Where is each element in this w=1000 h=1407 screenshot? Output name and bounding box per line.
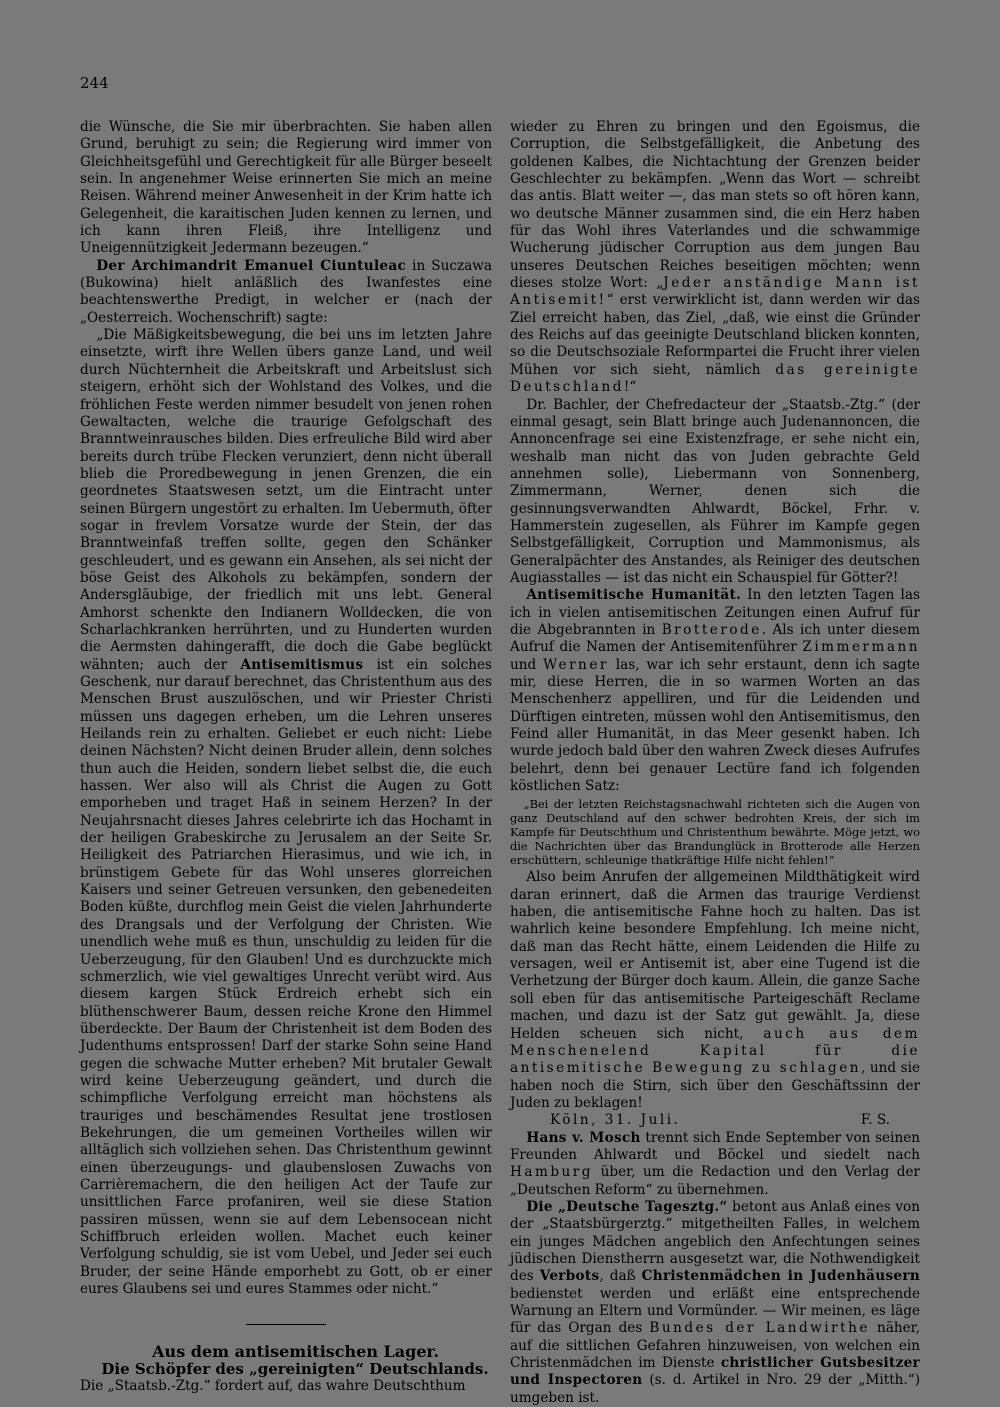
rp6-e: (s. d. Artikel in Nro. 29 der „Mitth.“) umgeben ist. xyxy=(510,1372,920,1406)
left-paragraph-1: die Wünsche, die Sie mir überbrachten. Sie haben allen Grund, beruhigt zu sein; die Regierung wird immer von Gleichheitsgefühl und Gerechtigkeit für alle Bürger beseelt sein. In angenehmer Weise erinnerten Sie mich an meine Reisen. Während meiner Anwesenheit in der Krim hatte ich Gelegenheit, die karaitischen Juden kennen zu lernen, und ich kann ihren Fleiß, ihre Intelligenz und Uneigennützigkeit Jedermann bezeugen.“ xyxy=(80,119,492,257)
mosch-heading: Hans v. Mosch xyxy=(526,1129,641,1146)
humanity-heading: Antisemitische Humanität. xyxy=(526,587,742,604)
right-paragraph-2: Dr. Bachler, der Chefredacteur der „Staatsb.-Ztg.“ (der einmal gesagt, sein Blatt bringe auch Judenannoncen, die Annoncenfrage sei eine Existenzfrage, er sehe nicht ein, weshalb man nicht das von Juden gebrachte Geld annehmen solle), Liebermann von Sonnenberg, Zimmermann, Werner, denen sich die gesinnungsverwandten Ahlwardt, Böckel, Frhr. v. Hammerstein zugesellen, als Führer im Kampfe gegen Selbstgefälligkeit, Corruption und Mammonismus, als Generalpächter des Anstandes, als Reiniger des deutschen Augiasstalles — ist das nicht ein Schauspiel für Götter?! xyxy=(510,396,920,586)
rp3-spaced-1: Brotterode xyxy=(661,621,762,638)
sermon-quote xyxy=(80,327,492,1298)
rp4-spaced: auch aus dem Menschenelend Kapital für die antisemitische Bewegung zu schlagen xyxy=(510,1025,920,1077)
page-number: 244 xyxy=(80,74,109,92)
rp3-d: las, war ich sehr erstaunt, denn ich sagte mir, diese Herren, die in so warmen Worten an das Menschenherz appelliren, und für die Leidenden und Dürftigen eintreten, müssen wohl den Antisemitismus, den Feind aller Humanität, in das Meer gesenkt haben. Ich wurde jedoch bald über den wahren Zweck dieses Aufrufes belehrt, denn bei genauer Lectüre fand ich folgenden köstlichen Satz: xyxy=(510,656,920,795)
right-column xyxy=(510,119,920,1407)
sermon-text-b: ist ein solches Geschenk, nur darauf berechnet, das Christenthum aus des Menschen Brust auszulöschen, und wir Priester Christi müssen uns dagegen erheben, um die Lehren unseres Heilands rein zu erhalten. Geliebet er euch nicht: Liebe deinen Nächsten? Nicht deinen Bruder allein, denn solches thun auch die Heiden, sondern liebet selbst die, die euch hassen. Wer also will als Christ die Augen zu Gott emporheben und traget Haß in seinem Herzen? In der Neujahrsnacht dieses Jahres celebrirte ich das Hochamt in der heiligen Grabeskirche zu Jerusalem an der Seite Sr. Heiligkeit des Patriarchen Hierasimus, und wie ich, in brünstigem Gebete für das Wohl unseres glorreichen Kaisers und seiner Getreuen versunken, den gebenedeiten Boden küßte, durchflog mein Geist die vielen Jahrhunderte des Drangsals und der Verfolgung der Christen. Wie unendlich wehe muß es thun, unschuldig zu leiden für die Ueberzeugung, für den Glauben! Und es durchzuckte mich schmerzlich, wie viel gewaltiges Unrecht verübt wird. Aus diesem kargen Stück Erdreich erhebt sich ein blüthenschwerer Baum, dessen reiche Krone den Himmel überdeckte. Der Baum der Christenheit ist dem Boden des Judenthums entsprossen! Darf der starke Sohn seine Hand gegen die schwache Mutter erheben? Mit brutaler Gewalt wird keine Ueberzeugung geändert, und durch die schimpfliche Verfolgung erreicht man höchstens als trauriges und beschämendes Resultat jene trostlosen Bekehrungen, die um gemeinen Vortheiles willen wir alltäglich sich vollziehen sehen. Das Christenthum gewinnt einen überzeugungs- und glaubenslosen Zuwachs von Carrièremachern, die den heiligen Act der Taufe zur unsittlichen Farce profaniren, weil sie diese Station passiren müssen, wenn sie auf dem Lebensocean nicht Schiffbruch erleiden wollen. Machet euch keiner Verfolgung schuldig, sie ist vom Uebel, und Jeder sei euch Bruder, der seine Hände emporhebt zu Gott, ob er einer eures Glaubens sei und eures Stammes oder nicht.“ xyxy=(80,656,492,1298)
signature-place: Köln, 31. Juli. xyxy=(550,1112,681,1129)
right-paragraph-4 xyxy=(510,869,920,1112)
section-title: Aus dem antisemitischen Lager. xyxy=(152,1342,440,1362)
signature-line xyxy=(510,1112,920,1129)
rp6-a: betont aus Anlaß eines von der „Staatsbürgerztg.“ mitgetheilten Falles, in welchem ein junges Mädchen angeblich den Anfechtungen seines jüdischen Dienstherrn ausgesetzt war, die Nothwendigkeit des xyxy=(510,1198,920,1285)
left-column xyxy=(80,119,492,1395)
left-paragraph-2-text: in Suczawa (Bukowina) hielt anläßlich des Iwanfestes eine beachtenswerthe Predigt, in welcher er (nach der „Oesterreich. Wochenschrift) sagte: xyxy=(80,257,492,326)
appeal-quote: „Bei der letzten Reichstagsnachwahl richteten sich die Augen von ganz Deutschland auf den schwer bedrohten Kreis, der sich im Kampfe für Deutschthum und Christenthum bewährte. Möge jetzt, wo die Nachrichten über das Brandunglück in Brotterode alle Herzen erschüttern, schleunige thatkräftige Hilfe nicht fehlen!“ xyxy=(510,797,920,868)
subsection-title: Die Schöpfer des „gereinigten“ Deutschlands. xyxy=(101,1359,489,1378)
rp1-spaced-2: das gereinigte Deutschland xyxy=(510,361,920,396)
tagesztg-heading: Die „Deutsche Tagesztg.“ xyxy=(526,1198,728,1215)
rp6-bold-christenmaedchen: Christenmädchen in Judenhäusern xyxy=(641,1268,921,1285)
rp5-b: über, um die Redaction und den Verlag der „Deutschen Reform“ zu übernehmen. xyxy=(510,1164,920,1198)
rp6-b: , daß xyxy=(599,1268,642,1285)
rp3-spaced-2: Zimmermann xyxy=(802,639,920,656)
rp6-c: bedienstet werden und erläßt eine entsprechende Warnung an Eltern und Vormünder. — Wir meinen, es läge für das Organ des xyxy=(510,1285,920,1337)
rp3-c: und xyxy=(510,656,544,673)
signature-initials: F. S. xyxy=(860,1112,890,1129)
section-divider xyxy=(246,1324,326,1325)
right-paragraph-6 xyxy=(510,1199,920,1407)
rp5-a: trennt sich Ende September von seinen Freunden Ahlwardt und Böckel und siedelt nach xyxy=(510,1129,921,1163)
rp1-b: “ erst verwirklicht ist, dann werden wir das Ziel erreicht haben, das Ziel, „daß, wie einst die Gründer des Reichs auf das geeinigte Deutschland blicken konnten, so die Deutschsoziale Reformpartei die Frucht ihrer vielen Mühen vor sich sieht, nämlich xyxy=(510,292,920,378)
rp4-a: Also beim Anrufen der allgemeinen Mildthätigkeit wird daran erinnert, daß die Armen das traurige Verdienst haben, die antisemitische Fahne hoch zu halten. Das ist wahrlich keine besondere Empfehlung. Ich meine nicht, daß man das Recht hätte, einem Leidenden die Hilfe zu versagen, weil er Antisemit ist, aber eine Tugend ist die Verhetzung der Bürger doch kaum. Allein, die ganze Sache soll eben für das antisemitische Parteigeschäft Reclame machen, und dazu ist der Satz gut gewählt. Ja, diese Helden scheuen sich nicht, xyxy=(510,869,920,1042)
rp1-spaced-1: Jeder anständige Mann ist Antisemit! xyxy=(510,275,920,309)
rp3-b: . Als ich unter diesem Aufruf die Namen der Antisemitenführer xyxy=(510,621,920,656)
rp1-a: wieder zu Ehren zu bringen und den Egoismus, die Corruption, die Selbstgefälligkeit, die Anbetung des goldenen Kalbes, die Nichtachtung der Grenzen beider Geschlechter zu bekämpfen. „Wenn das Wort — schreibt das antis. Blatt weiter —, das man stets so oft hören kann, wo deutsche Männer zusammen sind, die ein Herz haben für das Wohl ihres Vaterlandes und die schwammige Wucherung jüdischer Corruption aus dem jungen Bau unseres Deutschen Reiches beseitigen möchten; wenn dieses stolze Wort: „ xyxy=(510,119,920,292)
rp3-spaced-3: Werner xyxy=(543,656,609,673)
right-paragraph-3 xyxy=(510,587,920,795)
archimandrite-heading: Der Archimandrit Emanuel Ciuntuleac xyxy=(96,257,407,274)
rp1-c: !“ xyxy=(623,379,637,396)
rp5-spaced: Hamburg xyxy=(510,1164,594,1181)
right-paragraph-1 xyxy=(510,119,920,397)
rp6-d: näher, auf die sittlichen Gefahren hinzuweisen, von welchen ein Christenmädchen im Dienste xyxy=(510,1320,920,1372)
rp6-bold-verbots: Verbots xyxy=(539,1268,600,1285)
antisemitism-emphasis: Antisemitismus xyxy=(240,656,364,673)
left-paragraph-4: Die „Staatsb.-Ztg.“ fordert auf, das wahre Deutschthum xyxy=(80,1378,466,1395)
rp3-a: In den letzten Tagen las ich in vielen antisemitischen Zeitungen einen Aufruf für die Abgebrannten in xyxy=(510,587,920,638)
rp4-b: , und sie haben noch die Stirn, sich über den Geschäftssinn der Juden zu beklagen! xyxy=(510,1060,920,1111)
left-paragraph-2 xyxy=(80,258,492,327)
right-paragraph-5 xyxy=(510,1130,920,1199)
rp6-spaced: Bundes der Landwirthe xyxy=(649,1320,870,1337)
rp6-bold-gutsbesitzer: christlicher Gutsbesitzer und Inspectoren xyxy=(510,1355,920,1389)
sermon-text-a: „Die Mäßigkeitsbewegung, die bei uns im letzten Jahre einsetzte, wirft ihre Wellen übers ganze Land, und weil durch Nüchternheit die Arbeitskraft und Arbeitslust sich steigern, erhöht sich der Wohlstand des Volkes, und die fröhlichen Feste werden nimmer besudelt von jenen rohen Gewaltacten, welche die traurige Gefolgschaft des Branntweinrausches bilden. Dies erfreuliche Bild wird aber bereits durch trübe Flecken verunziert, denn nicht überall blieb die Proredbewegung in jenen Grenzen, die ein geordnetes Staatswesen setzt, um die Eintracht unter seinen Bürgern ungestört zu erhalten. Im Uebermuth, öfter sogar in frevlem Vorsatze wurde der Stein, der das Branntweinfaß treffen sollte, gegen den Schänker geschleudert, und es gewann ein Ansehen, als sei nicht der böse Geist des Alkohols zu bekämpfen, sondern der Andersgläubige, der friedlich mit uns lebt. General Amhorst schenkte den Indianern Wolldecken, die von Scharlachkranken herrührten, und zu Hunderten wurden die Aermsten dahingerafft, die doch die Gabe beglückt wähnten; auch der xyxy=(80,327,492,673)
